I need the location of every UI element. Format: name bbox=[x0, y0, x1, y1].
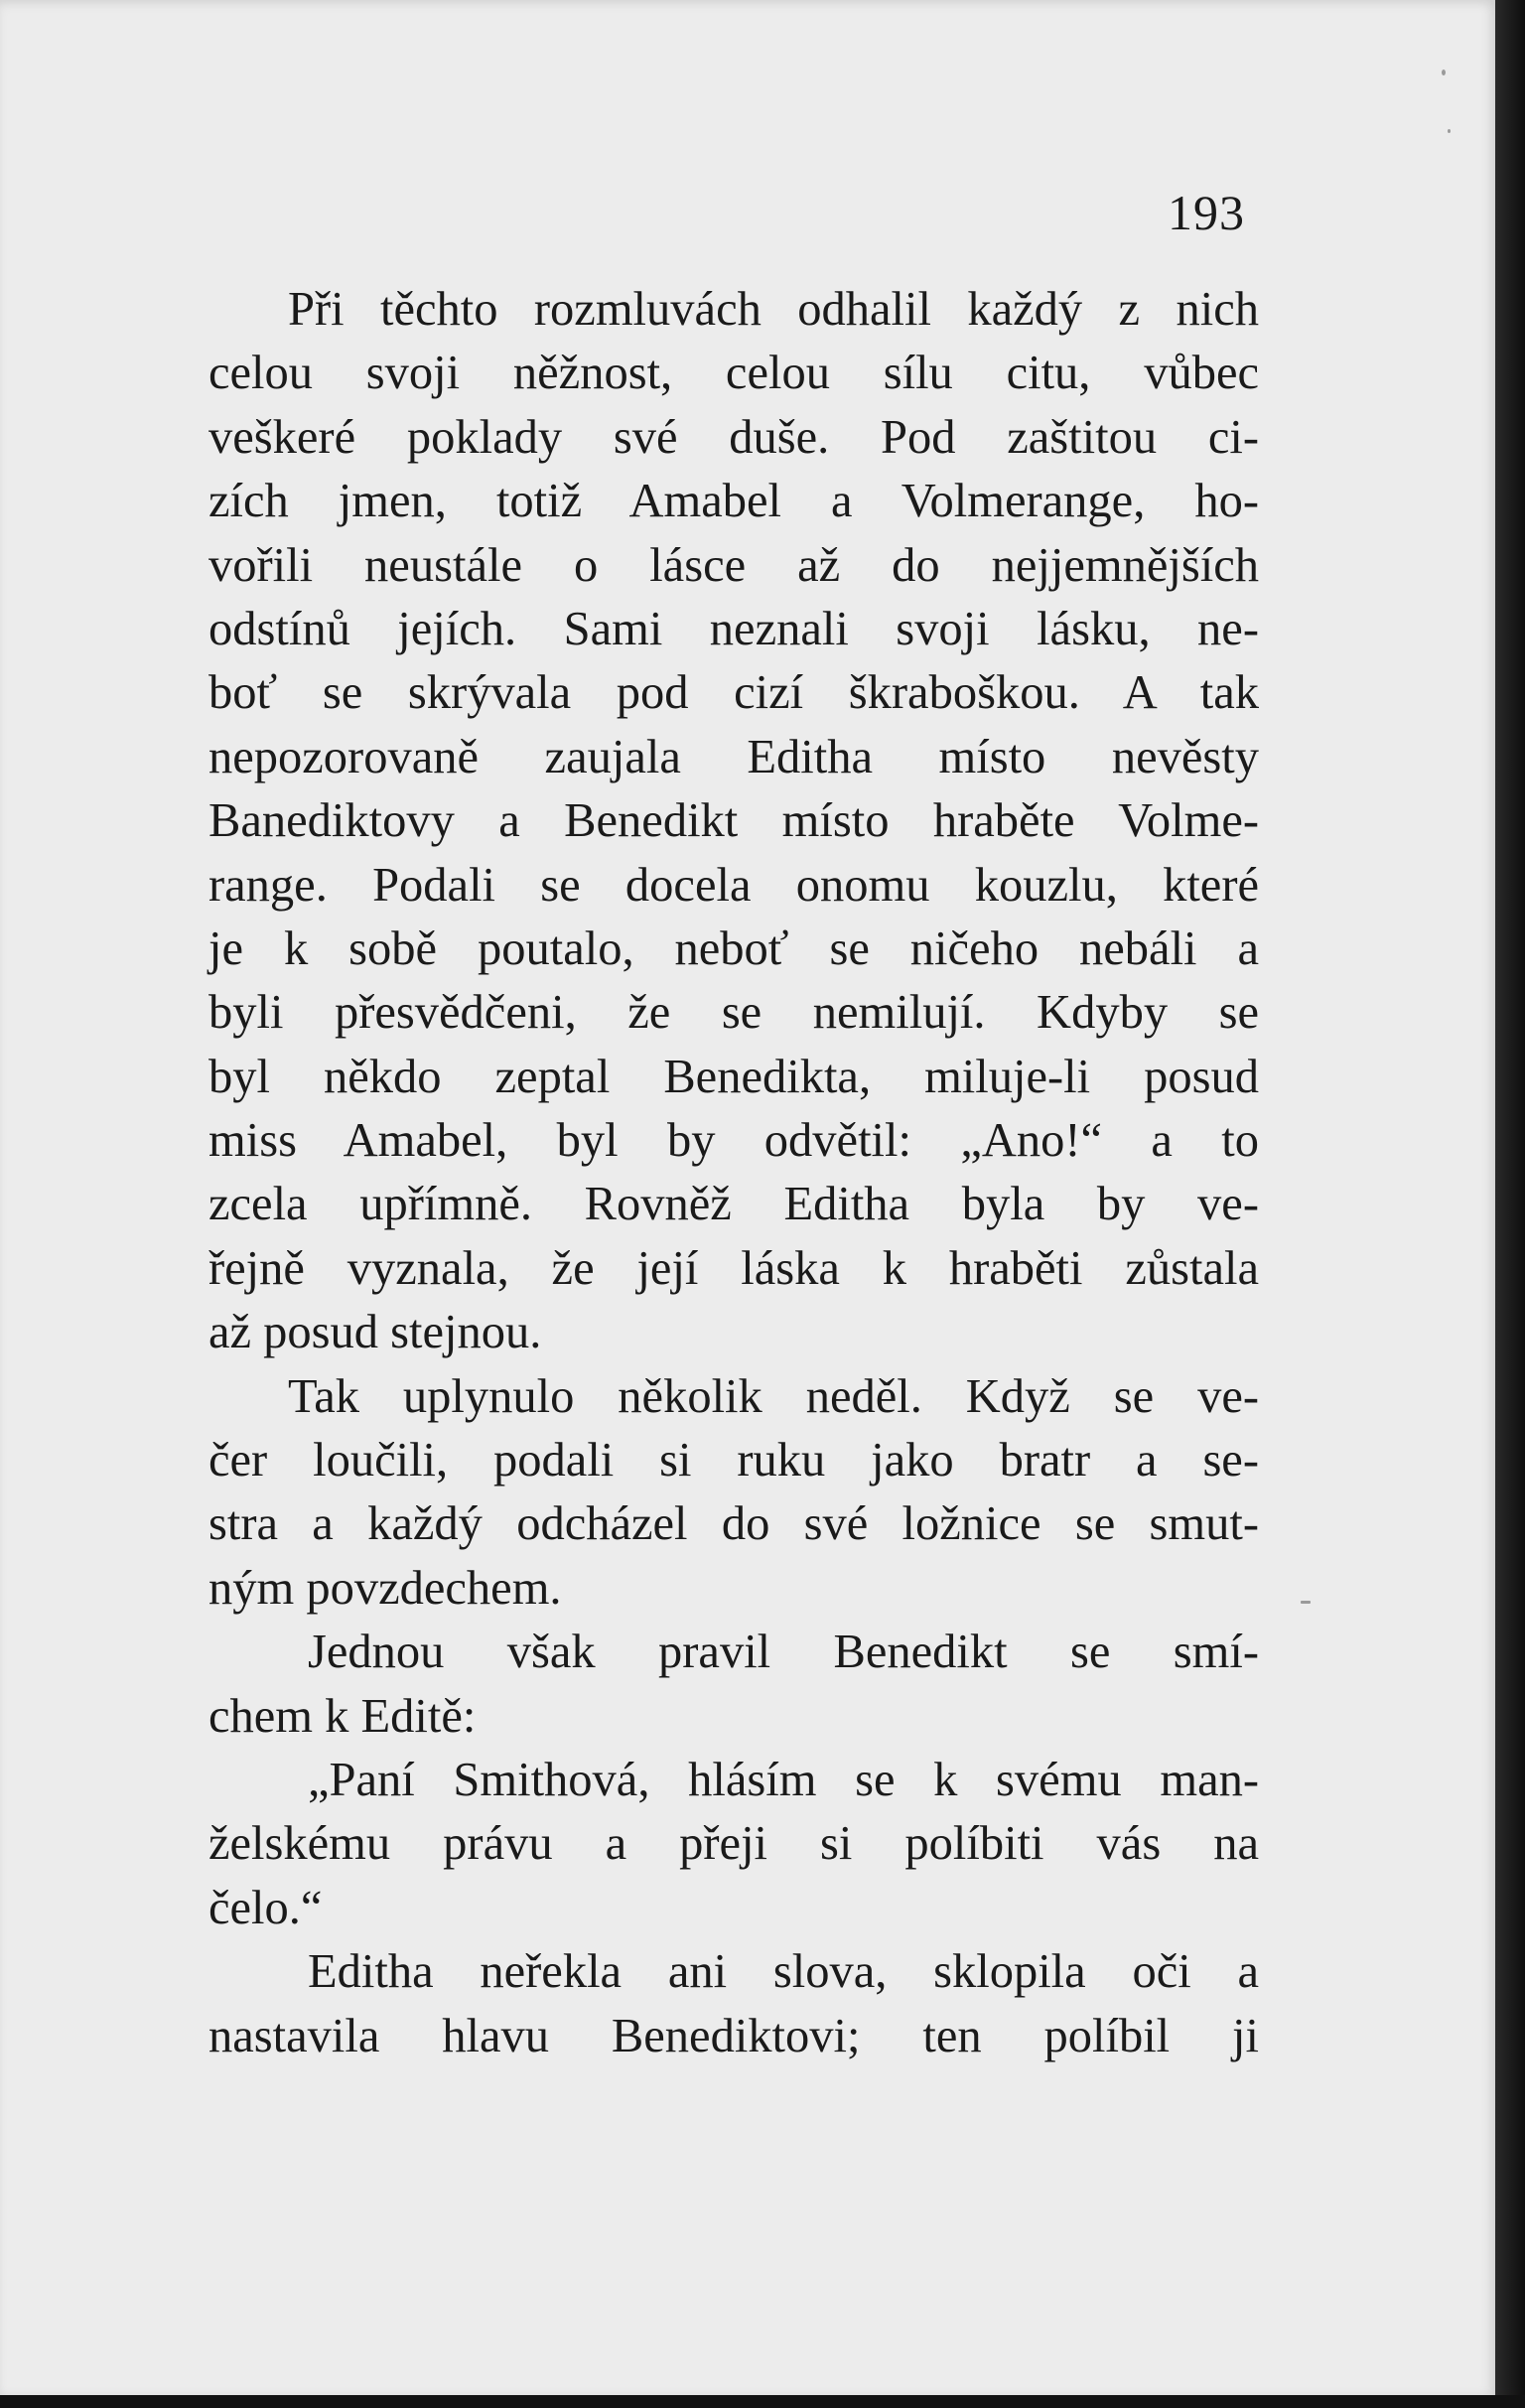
text-line: veškeré poklady své duše. Pod zaštitou ci- bbox=[208, 410, 1259, 464]
text-line: miss Amabel, byl by odvětil: „Ano!“ a to bbox=[208, 1114, 1259, 1168]
text-line: odstínů jejích. Sami neznali svoji lásku, ne- bbox=[208, 602, 1259, 655]
text-line: Editha neřekla ani slova, sklopila oči a bbox=[308, 1945, 1259, 1999]
text-line: vořili neustále o lásce až do nejjemnějších bbox=[208, 538, 1259, 592]
page-edge-bottom bbox=[0, 2395, 1525, 2408]
text-line: želskému právu a přeji si políbiti vás na bbox=[208, 1817, 1259, 1871]
body-text bbox=[208, 278, 1259, 2068]
text-line: chem k Editě: bbox=[208, 1689, 477, 1743]
text-line: celou svoji něžnost, celou sílu citu, vůbec bbox=[208, 347, 1259, 400]
text-line: range. Podali se docela onomu kouzlu, které bbox=[208, 858, 1259, 912]
text-line: „Paní Smithová, hlásím se k svému man- bbox=[308, 1753, 1259, 1806]
paper-speck bbox=[1448, 129, 1451, 133]
text-line: Při těchto rozmluvách odhalil každý z nich bbox=[288, 283, 1259, 336]
text-line: Banediktovy a Benedikt místo hraběte Volme- bbox=[208, 794, 1259, 848]
text-line: až posud stejnou. bbox=[208, 1306, 542, 1359]
text-line: boť se skrývala pod cizí škraboškou. A tak bbox=[208, 666, 1259, 720]
text-line: nepozorovaně zaujala Editha místo nevěsty bbox=[208, 730, 1259, 783]
text-line: řejně vyznala, že její láska k hraběti zůstala bbox=[208, 1241, 1259, 1295]
text-line: Tak uplynulo několik neděl. Když se ve- bbox=[288, 1369, 1259, 1423]
paper-speck bbox=[1442, 70, 1446, 75]
text-line: nastavila hlavu Benediktovi; ten políbil ji bbox=[208, 2009, 1259, 2062]
text-line: je k sobě poutalo, neboť se ničeho nebáli a bbox=[208, 921, 1259, 975]
text-line: byl někdo zeptal Benedikta, miluje-li posud bbox=[208, 1050, 1259, 1103]
text-line: byli přesvědčeni, že se nemilují. Kdyby se bbox=[208, 986, 1259, 1040]
text-line: stra a každý odcházel do své ložnice se smut- bbox=[208, 1497, 1259, 1551]
text-line: čelo.“ bbox=[208, 1881, 323, 1934]
paper-speck bbox=[1301, 1601, 1311, 1604]
page-number: 193 bbox=[1168, 185, 1245, 240]
text-line: ným povzdechem. bbox=[208, 1561, 562, 1615]
page-edge-right bbox=[1495, 0, 1525, 2408]
text-line: zcela upřímně. Rovněž Editha byla by ve- bbox=[208, 1178, 1259, 1231]
text-line: zích jmen, totiž Amabel a Volmerange, ho- bbox=[208, 475, 1259, 528]
text-line: Jednou však pravil Benedikt se smí- bbox=[308, 1626, 1259, 1679]
text-line: čer loučili, podali si ruku jako bratr a se- bbox=[208, 1434, 1259, 1487]
